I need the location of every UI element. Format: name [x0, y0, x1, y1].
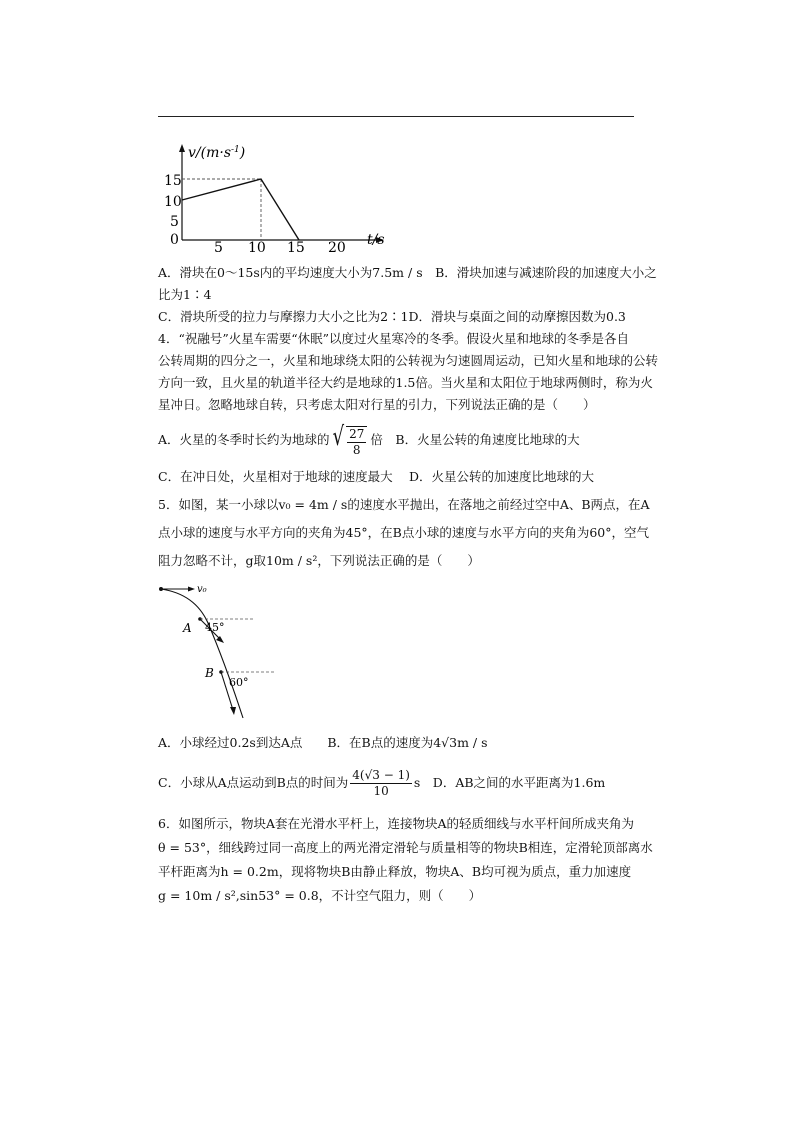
angle-45-label: 45°	[205, 621, 225, 634]
label-b: B	[205, 666, 214, 680]
velocity-time-graph	[160, 140, 400, 255]
x-tick-15: 15	[287, 240, 305, 255]
q4-option-b-text: 倍 B．火星公转的角速度比地球的大	[370, 432, 580, 447]
x-tick-10: 10	[248, 240, 266, 255]
x-axis-label: t/s	[367, 232, 385, 248]
q6-stem-line2: θ = 53°，细线跨过同一高度上的两光滑定滑轮与质量相等的物块B相连，定滑轮顶部离水	[158, 840, 653, 855]
v0-arrowhead	[188, 587, 195, 592]
q6-stem-line4: g = 10m / s²,sin53° = 0.8，不计空气阻力，则（ ）	[158, 888, 482, 903]
q5-option-cd	[158, 763, 605, 803]
x-tick-20: 20	[328, 240, 346, 255]
q5-stem-line3: 阻力忽略不计，g取10m / s²，下列说法正确的是（ ）	[158, 553, 480, 568]
velocity-arrowhead-b	[230, 707, 236, 715]
header-rule	[158, 116, 634, 117]
sqrt-expression	[330, 422, 368, 458]
q4-stem-line3: 方向一致，且火星的轨道半径大约是地球的1.5倍。当火星和太阳位于地球两侧时，称为火	[158, 375, 653, 390]
velocity-line	[182, 179, 299, 240]
q6-stem-line3: 平杆距离为h = 0.2m，现将物块B由静止释放，物块A、B均可视为质点，重力加速度	[158, 864, 632, 879]
q6-stem-line1: 6．如图所示，物块A套在光滑水平杆上，连接物块A的轻质细线与水平杆间所成夹角为	[158, 816, 635, 831]
y-tick-10: 10	[164, 194, 182, 210]
q4-option-ab	[158, 423, 580, 457]
y-tick-0: 0	[170, 232, 179, 248]
q3-option-cd: C．滑块所受的拉力与摩擦力大小之比为2∶1D．滑块与桌面之间的动摩擦因数为0.3	[158, 309, 626, 324]
x-tick-5: 5	[214, 240, 223, 255]
fraction-time: $\frac{4(√3 - 1)}{10}$	[352, 767, 410, 798]
trajectory-curve	[161, 589, 243, 718]
q3-option-ab: A．滑块在0～15s内的平均速度大小为7.5m / s B．滑块加速与减速阶段的加速度大小之	[158, 265, 657, 280]
q5-stem-line1: 5．如图，某一小球以v₀ = 4m / s的速度水平抛出，在落地之前经过空中A、B两点，在A	[158, 497, 650, 512]
q5-option-ab: A．小球经过0.2s到达A点 B．在B点的速度为4√3m / s	[158, 735, 488, 750]
y-tick-5: 5	[170, 214, 179, 230]
q5-option-c-text: C．小球从A点运动到B点的时间为	[158, 775, 349, 790]
q3-option-b-cont: 比为1∶4	[158, 287, 212, 302]
fraction-27-8: $\frac{27}{8}$	[349, 427, 365, 457]
q4-option-a-text: A．火星的冬季时长约为地球的	[158, 432, 330, 447]
q4-stem-line2: 公转周期的四分之一，火星和地球绕太阳的公转视为匀速圆周运动，已知火星和地球的公转	[158, 353, 659, 368]
y-tick-15: 15	[164, 173, 182, 189]
label-a: A	[183, 621, 192, 635]
q5-option-d-text: s D．AB之间的水平距离为1.6m	[413, 775, 606, 790]
q5-stem-line2: 点小球的速度与水平方向的夹角为45°，在B点小球的速度与水平方向的夹角为60°，空气	[158, 525, 649, 540]
angle-60-label: 60°	[229, 676, 249, 689]
q4-stem-line4: 星冲日。忽略地球自转，只考虑太阳对行星的引力，下列说法正确的是（ ）	[158, 397, 596, 412]
y-axis-arrow	[179, 144, 185, 152]
velocity-arrowhead-a	[216, 636, 224, 643]
q4-option-cd: C．在冲日处，火星相对于地球的速度最大 D．火星公转的加速度比地球的大	[158, 469, 595, 484]
q4-stem-line1: 4．“祝融号”火星车需要“休眠”以度过火星寒冷的冬季。假设火星和地球的冬季是各自	[158, 331, 630, 346]
v0-label: v₀	[197, 584, 207, 595]
y-axis-label: $v/(m\cdot s^{-1})$	[188, 145, 246, 161]
radical-sign: √	[332, 422, 344, 452]
projectile-figure	[155, 578, 285, 723]
